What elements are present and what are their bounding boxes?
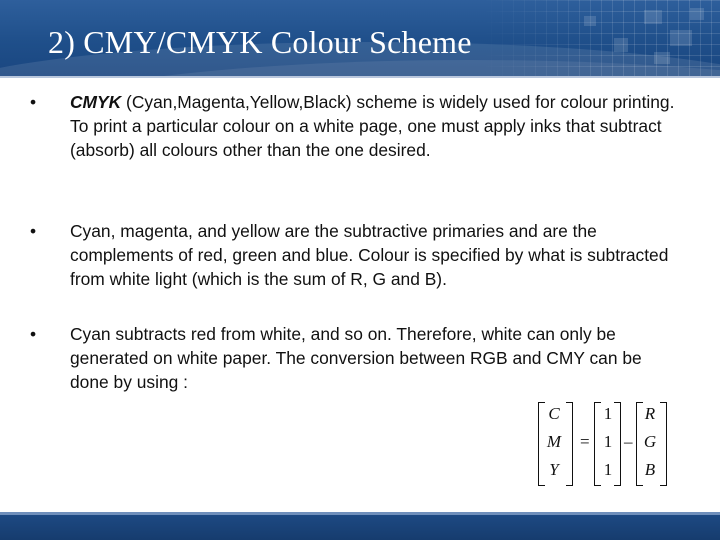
matrix-bracket-right [614, 402, 621, 486]
bullet-marker: • [30, 92, 37, 112]
bullet-marker: • [30, 221, 37, 241]
bullet-marker: • [30, 324, 37, 344]
footer-bar [0, 512, 720, 540]
matrix-cell: G [643, 432, 657, 451]
matrix-cell: Y [549, 460, 559, 479]
bullet-text: Cyan subtracts red from white, and so on. Therefore, white can only be generated on white paper. The conversion between RGB and CMY can be done by using : [70, 324, 642, 392]
matrix-cell: 1 [603, 460, 613, 479]
bullet-text: Cyan, magenta, and yellow are the subtractive primaries and are the complements of red, green and blue. Colour is specified by what is subtracted from white light (which is the sum of R, G and B). [70, 221, 669, 289]
matrix-cell: 1 [603, 404, 613, 423]
matrix-cell: B [644, 460, 656, 479]
matrix-cell: C [548, 404, 560, 423]
matrix-bracket-right [660, 402, 667, 486]
matrix-cell: R [644, 404, 656, 423]
banner-squares-decoration [494, 4, 714, 72]
bullet-text [70, 90, 680, 162]
matrix-cell: 1 [603, 432, 613, 451]
title-banner [0, 0, 720, 76]
equals-sign: = [580, 432, 590, 451]
matrix-bracket-right [566, 402, 573, 486]
minus-sign: – [624, 432, 633, 451]
bullet-body: (Cyan,Magenta,Yellow,Black) scheme is widely used for colour printing. To print a particular colour on a white page, one must apply inks that subtract (absorb) all colours other than the one desired. [70, 92, 675, 160]
rgb-to-cmy-equation [530, 398, 680, 488]
matrix-cell: M [546, 432, 562, 451]
bullet-lead-term: CMYK [70, 92, 122, 112]
footer-highlight [0, 512, 720, 515]
slide-title: 2) CMY/CMYK Colour Scheme [48, 24, 472, 60]
title-divider [0, 76, 720, 78]
